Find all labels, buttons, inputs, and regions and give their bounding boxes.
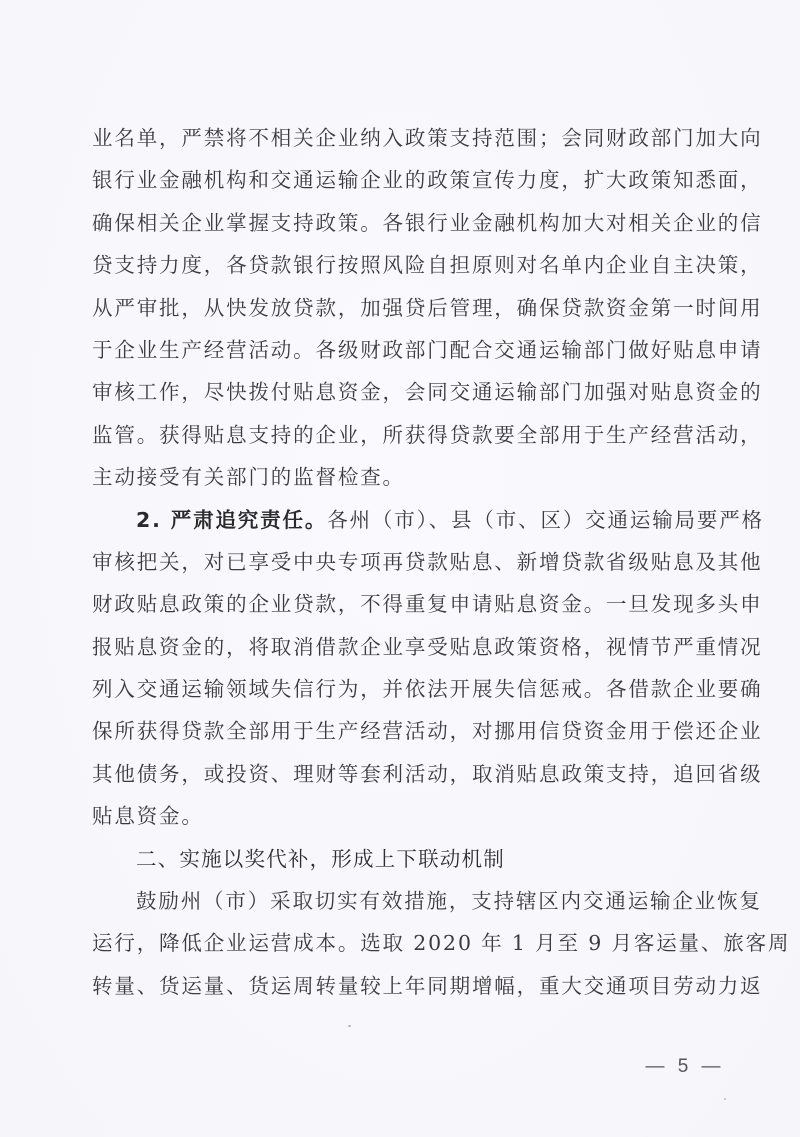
text-line: 确保相关企业掌握支持政策。各银行业金融机构加大对相关企业的信 — [92, 210, 763, 235]
text-line: 业名单，严禁将不相关企业纳入政策支持范围；会同财政部门加大向 — [92, 126, 763, 150]
text-line: 财政贴息政策的企业贷款，不得重复申请贴息资金。一旦发现多头申 — [92, 592, 763, 617]
text-line: 贷支持力度，各贷款银行按照风险自担原则对名单内企业自主决策， — [92, 253, 763, 278]
text-line: 主动接受有关部门的监督检查。 — [92, 465, 405, 490]
text-line: 运行，降低企业运营成本。选取 2020 年 1 月至 9 月客运量、旅客周 — [92, 931, 791, 956]
text-line: 其他债务，或投资、理财等套利活动，取消贴息政策支持，追回省级 — [92, 761, 763, 786]
text-line: 保所获得贷款全部用于生产经营活动，对挪用信贷资金用于偿还企业 — [92, 719, 763, 744]
text-line: 鼓励州（市）采取切实有效措施，支持辖区内交通运输企业恢复 — [136, 889, 762, 914]
text-line: 于企业生产经营活动。各级财政部门配合交通运输部门做好贴息申请 — [92, 337, 763, 362]
text-line: 列入交通运输领域失信行为，并依法开展失信惩戒。各借款企业要确 — [92, 677, 763, 702]
section-2-heading-rest: 各州（市）、县（市、区）交通运输局要严格 — [327, 507, 764, 532]
chapter-heading: 二、实施以奖代补，形成上下联动机制 — [136, 846, 505, 871]
section-2-heading: 2. 严肃追究责任。 — [136, 507, 328, 532]
text-line: 报贴息资金的，将取消借款企业享受贴息政策资格，视情节严重情况 — [92, 634, 763, 659]
text-line: 监管。获得贴息支持的企业，所获得贷款要全部用于生产经营活动， — [92, 422, 763, 447]
section-2-first-line — [92, 499, 764, 541]
page-number: — 5 — — [645, 1056, 725, 1077]
scan-speck — [348, 1025, 351, 1027]
text-line: 审核把关，对已享受中央专项再贷款贴息、新增贷款省级贴息及其他 — [92, 549, 763, 574]
scan-speck — [724, 1098, 726, 1100]
text-line: 审核工作，尽快拨付贴息资金，会同交通运输部门加强对贴息资金的 — [92, 380, 763, 405]
text-line: 转量、货运量、货运周转量较上年同期增幅，重大交通项目劳动力返 — [92, 973, 763, 998]
document-body — [92, 117, 791, 1007]
text-line: 从严审批，从快发放贷款，加强贷后管理，确保贷款资金第一时间用 — [92, 295, 763, 320]
text-line: 贴息资金。 — [92, 804, 204, 829]
text-line: 银行业金融机构和交通运输企业的政策宣传力度，扩大政策知悉面， — [92, 168, 763, 193]
